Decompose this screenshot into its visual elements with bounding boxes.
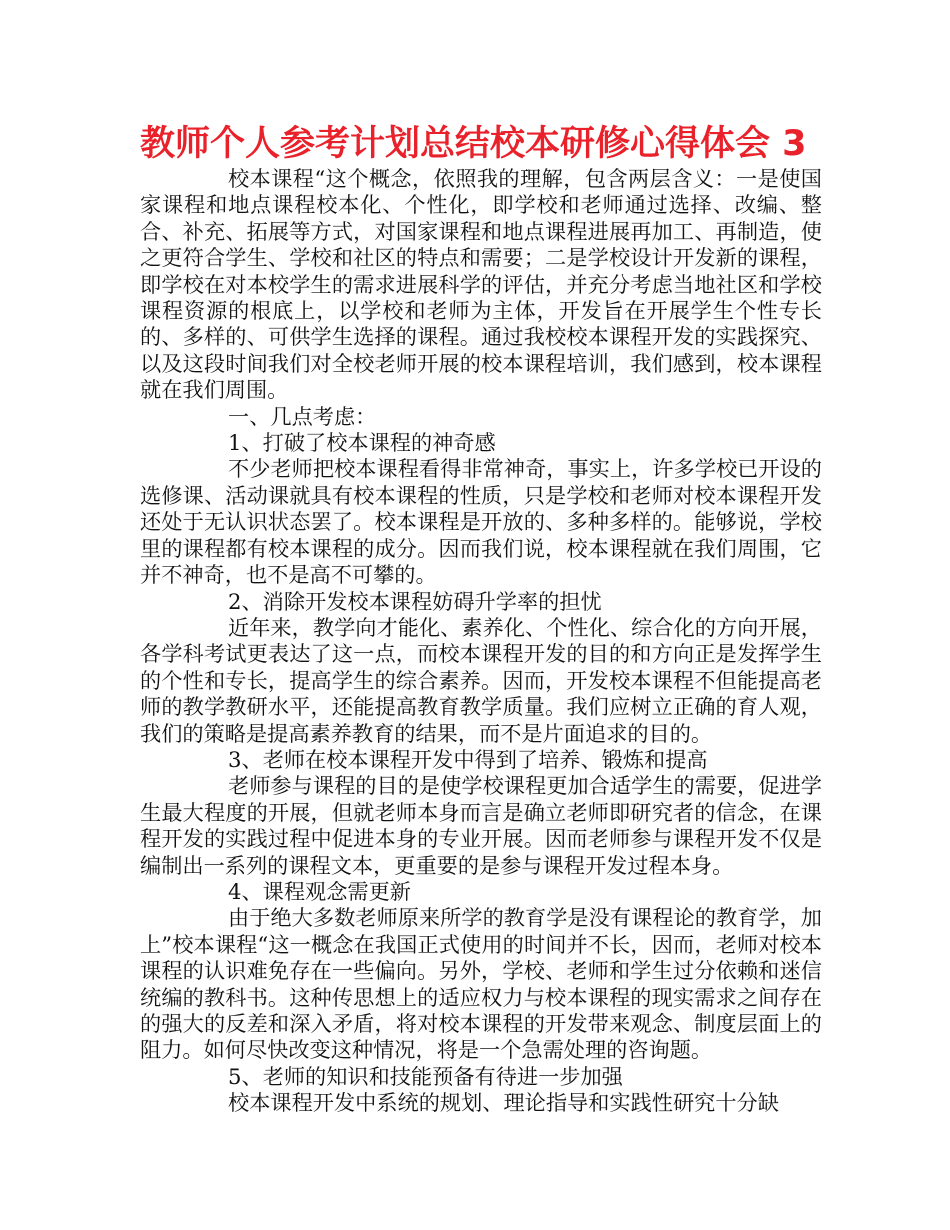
paragraph-point-2: 近年来，教学向才能化、素养化、个性化、综合化的方向开展，各学科考试更表达了这一点，而校本课程开发的目的和方向正是发挥学生的个性和专长，提高学生的综合素养。因而，开发校本课程不但能提高老师的教学教研水平，还能提高教育教学质量。我们应树立正确的育人观，我们的策略是提高素养教育的结果，而不是片面追求的目的。 bbox=[140, 614, 822, 746]
paragraph-definition: 校本课程“这个概念，依照我的理解，包含两层含义：一是使国家课程和地点课程校本化、个性化，即学校和老师通过选择、改编、整合、补充、拓展等方式，对国家课程和地点课程进展再加工、再制造，使之更符合学生、学校和社区的特点和需要；二是学校设计开发新的课程，即学校在对本校学生的需求进展科学的评估，并充分考虑当地社区和学校课程资源的根底上，以学校和老师为主体，开发旨在开展学生个性专长的、多样的、可供学生选择的课程。通过我校校本课程开发的实践探究、以及这段时间我们对全校老师开展的校本课程培训，我们感到，校本课程就在我们周围。 bbox=[140, 166, 822, 403]
document-title: 教师个人参考计划总结校本研修心得体会 3 bbox=[140, 124, 807, 164]
point-heading-3: 3、老师在校本课程开发中得到了培养、锻炼和提高 bbox=[228, 746, 708, 772]
paragraph-point-1: 不少老师把校本课程看得非常神奇，事实上，许多学校已开设的选修课、活动课就具有校本课程的性质，只是学校和老师对校本课程开发还处于无认识状态罢了。校本课程是开放的、多种多样的。能够说，学校里的课程都有校本课程的成分。因而我们说，校本课程就在我们周围，它并不神奇，也不是高不可攀的。 bbox=[140, 456, 822, 588]
document-body bbox=[140, 166, 822, 1117]
paragraph-point-5: 校本课程开发中系统的规划、理论指导和实践性研究十分缺 bbox=[228, 1090, 779, 1116]
paragraph-point-3: 老师参与课程的目的是使学校课程更加合适学生的需要，促进学生最大程度的开展，但就老师本身而言是确立老师即研究者的信念，在课程开发的实践过程中促进本身的专业开展。因而老师参与课程开发不仅是编制出一系列的课程文本，更重要的是参与课程开发过程本身。 bbox=[140, 773, 822, 878]
point-heading-2: 2、消除开发校本课程妨碍升学率的担忧 bbox=[228, 588, 602, 614]
paragraph-point-4: 由于绝大多数老师原来所学的教育学是没有课程论的教育学，加上”校本课程“这一概念在我国正式使用的时间并不长，因而，老师对校本课程的认识难免存在一些偏向。另外，学校、老师和学生过分依赖和迷信统编的教科书。这种传思想上的适应权力与校本课程的现实需求之间存在的强大的反差和深入矛盾，将对校本课程的开发带来观念、制度层面上的阻力。如何尽快改变这种情况，将是一个急需处理的咨询题。 bbox=[140, 905, 822, 1063]
section-heading-considerations: 一、几点考虑： bbox=[228, 403, 377, 429]
point-heading-4: 4、课程观念需更新 bbox=[228, 878, 411, 904]
point-heading-1: 1、打破了校本课程的神奇感 bbox=[228, 430, 496, 456]
point-heading-5: 5、老师的知识和技能预备有待进一步加强 bbox=[228, 1063, 623, 1089]
